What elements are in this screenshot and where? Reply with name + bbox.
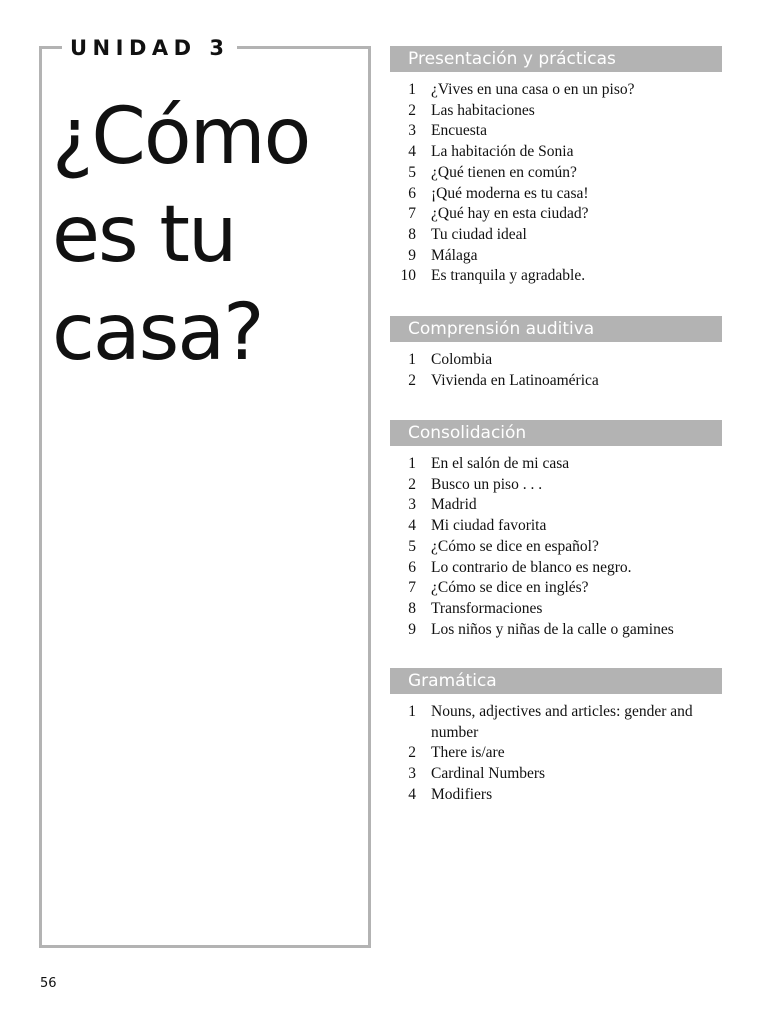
list-item-text: Mi ciudad favorita	[431, 517, 547, 535]
section-consolidacion	[390, 420, 722, 640]
list-item-number: 6	[408, 184, 416, 202]
list-item-text: Tu ciudad ideal	[431, 225, 527, 243]
list-item	[390, 599, 722, 620]
list-item-number: 2	[408, 744, 416, 762]
list-item	[390, 80, 722, 101]
list-item-text: Modifiers	[431, 785, 493, 803]
list-item	[390, 121, 722, 142]
list-item-text: Busco un piso . . .	[431, 475, 543, 493]
list-item-number: 3	[408, 122, 416, 140]
section-list	[390, 350, 722, 391]
list-item-number: 1	[408, 703, 416, 720]
list-item-text: ¿Cómo se dice en inglés?	[431, 579, 589, 597]
list-item-text: Los niños y niñas de la calle o gamines	[431, 620, 674, 638]
section-list	[390, 454, 722, 640]
list-item-text: La habitación de Sonia	[431, 143, 574, 161]
list-item-text: Encuesta	[431, 122, 487, 140]
list-item-number: 3	[408, 496, 416, 514]
list-item-number: 6	[408, 558, 416, 576]
list-item-number: 4	[408, 785, 416, 803]
section-header: Presentación y prácticas	[390, 46, 722, 72]
list-item-text: ¿Qué tienen en común?	[431, 163, 577, 181]
list-item-text: ¿Cómo se dice en español?	[431, 537, 599, 555]
list-item	[390, 454, 722, 475]
list-item	[390, 371, 722, 392]
list-item-text: ¿Vives en una casa o en un piso?	[431, 81, 635, 98]
list-item-number: 3	[408, 765, 416, 783]
section-gramatica	[390, 668, 722, 806]
unit-label: UNIDAD 3	[62, 36, 237, 60]
list-item-text: There is/are	[431, 744, 505, 762]
list-item-number: 4	[408, 517, 416, 535]
list-item-number: 10	[400, 267, 416, 285]
list-item	[390, 225, 722, 246]
list-item	[390, 516, 722, 537]
list-item	[390, 101, 722, 122]
list-item	[390, 246, 722, 267]
list-item-text: Vivienda en Latinoamérica	[431, 371, 599, 389]
list-item-text: Nouns, adjectives and articles: gender and number	[431, 703, 693, 741]
list-item	[390, 266, 722, 287]
list-item-text: Transformaciones	[431, 599, 543, 617]
list-item	[390, 142, 722, 163]
list-item	[390, 537, 722, 558]
list-item-number: 1	[408, 351, 416, 368]
list-item-number: 2	[408, 371, 416, 389]
section-list	[390, 702, 722, 806]
list-item-text: Colombia	[431, 351, 493, 368]
unit-title	[52, 88, 352, 382]
list-item-number: 8	[408, 225, 416, 243]
list-item	[390, 204, 722, 225]
list-item-number: 5	[408, 163, 416, 181]
list-item-text: Cardinal Numbers	[431, 765, 546, 783]
list-item-number: 9	[408, 620, 416, 638]
list-item-number: 5	[408, 537, 416, 555]
list-item	[390, 764, 722, 785]
list-item	[390, 350, 722, 371]
section-header: Gramática	[390, 668, 722, 694]
list-item	[390, 495, 722, 516]
unit-title-line: es tu	[52, 190, 236, 280]
list-item-number: 9	[408, 246, 416, 264]
list-item-text: Es tranquila y agradable.	[431, 267, 586, 285]
list-item-text: ¿Qué hay en esta ciudad?	[431, 205, 589, 223]
list-item	[390, 578, 722, 599]
section-header: Comprensión auditiva	[390, 316, 722, 342]
section-header: Consolidación	[390, 420, 722, 446]
list-item-number: 7	[408, 579, 416, 597]
section-comprension	[390, 316, 722, 391]
section-list	[390, 80, 722, 287]
list-item-number: 8	[408, 599, 416, 617]
list-item	[390, 558, 722, 579]
list-item-number: 1	[408, 81, 416, 98]
list-item	[390, 702, 722, 743]
list-item-text: ¡Qué moderna es tu casa!	[431, 184, 589, 202]
list-item	[390, 620, 722, 641]
list-item-text: Málaga	[431, 246, 478, 264]
unit-title-line: casa?	[52, 288, 263, 378]
list-item-text: En el salón de mi casa	[431, 455, 570, 472]
list-item-number: 4	[408, 143, 416, 161]
list-item-number: 7	[408, 205, 416, 223]
list-item-text: Las habitaciones	[431, 101, 535, 119]
list-item-text: Madrid	[431, 496, 477, 514]
list-item	[390, 475, 722, 496]
list-item-number: 1	[408, 455, 416, 472]
list-item-number: 2	[408, 475, 416, 493]
unit-title-line: ¿Cómo	[52, 92, 310, 182]
list-item	[390, 743, 722, 764]
list-item-number: 2	[408, 101, 416, 119]
list-item-text: Lo contrario de blanco es negro.	[431, 558, 632, 576]
page-number: 56	[40, 976, 57, 991]
section-presentacion	[390, 46, 722, 287]
list-item	[390, 785, 722, 806]
list-item	[390, 184, 722, 205]
list-item	[390, 163, 722, 184]
